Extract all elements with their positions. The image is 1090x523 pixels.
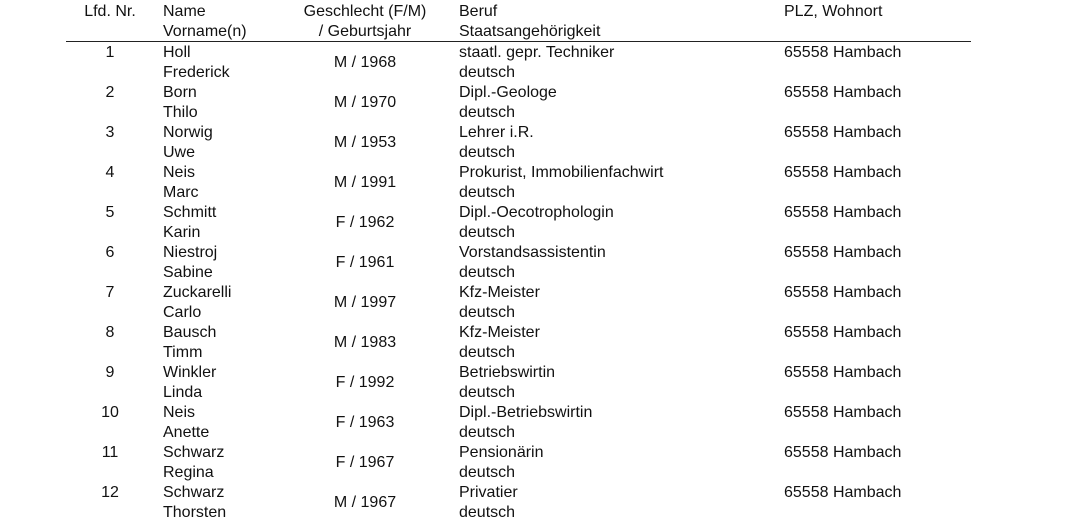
row-number: 2	[105, 84, 115, 101]
row-staatsangehoerigkeit: deutsch	[459, 464, 516, 481]
header-divider	[66, 41, 971, 42]
row-geschlecht-geburtsjahr: M / 1991	[333, 174, 397, 191]
row-geschlecht-geburtsjahr: F / 1967	[335, 454, 395, 471]
row-name: Schwarz	[163, 484, 225, 501]
row-number: 4	[105, 164, 115, 181]
row-geschlecht-geburtsjahr: M / 1970	[333, 94, 397, 111]
row-vorname: Uwe	[163, 144, 196, 161]
header-nr: Lfd. Nr.	[84, 3, 136, 20]
row-number: 7	[105, 284, 115, 301]
header-vorname: Vorname(n)	[163, 23, 247, 40]
row-name: Winkler	[163, 364, 217, 381]
row-geschlecht-geburtsjahr: F / 1992	[335, 374, 395, 391]
row-number: 8	[105, 324, 115, 341]
row-vorname: Thorsten	[163, 504, 227, 521]
row-staatsangehoerigkeit: deutsch	[459, 344, 516, 361]
row-staatsangehoerigkeit: deutsch	[459, 304, 516, 321]
header-geschlecht: Geschlecht (F/M)	[303, 3, 427, 20]
row-staatsangehoerigkeit: deutsch	[459, 104, 516, 121]
row-beruf: Vorstandsassistentin	[459, 244, 606, 261]
row-geschlecht-geburtsjahr: M / 1968	[333, 54, 397, 71]
row-vorname: Karin	[163, 224, 201, 241]
row-geschlecht-geburtsjahr: F / 1962	[335, 214, 395, 231]
row-vorname: Linda	[163, 384, 203, 401]
row-wohnort: 65558 Hambach	[784, 204, 902, 221]
row-beruf: Lehrer i.R.	[459, 124, 534, 141]
row-wohnort: 65558 Hambach	[784, 364, 902, 381]
row-beruf: staatl. gepr. Techniker	[459, 44, 615, 61]
row-geschlecht-geburtsjahr: F / 1961	[335, 254, 395, 271]
row-number: 11	[101, 444, 119, 461]
row-wohnort: 65558 Hambach	[784, 164, 902, 181]
row-name: Bausch	[163, 324, 217, 341]
row-beruf: Pensionärin	[459, 444, 544, 461]
row-staatsangehoerigkeit: deutsch	[459, 384, 516, 401]
row-vorname: Thilo	[163, 104, 198, 121]
row-name: Schmitt	[163, 204, 217, 221]
row-name: Schwarz	[163, 444, 225, 461]
row-wohnort: 65558 Hambach	[784, 404, 902, 421]
row-beruf: Privatier	[459, 484, 518, 501]
row-name: Neis	[163, 164, 196, 181]
row-geschlecht-geburtsjahr: M / 1983	[333, 334, 397, 351]
header-geburtsjahr: / Geburtsjahr	[318, 23, 412, 40]
row-beruf: Prokurist, Immobilienfachwirt	[459, 164, 664, 181]
row-wohnort: 65558 Hambach	[784, 284, 902, 301]
row-name: Norwig	[163, 124, 213, 141]
row-staatsangehoerigkeit: deutsch	[459, 504, 516, 521]
row-wohnort: 65558 Hambach	[784, 124, 902, 141]
row-wohnort: 65558 Hambach	[784, 324, 902, 341]
row-wohnort: 65558 Hambach	[784, 244, 902, 261]
row-name: Born	[163, 84, 197, 101]
row-staatsangehoerigkeit: deutsch	[459, 224, 516, 241]
header-wohnort: PLZ, Wohnort	[784, 3, 883, 20]
row-staatsangehoerigkeit: deutsch	[459, 64, 516, 81]
header-beruf: Beruf	[459, 3, 498, 20]
row-staatsangehoerigkeit: deutsch	[459, 264, 516, 281]
row-wohnort: 65558 Hambach	[784, 44, 902, 61]
row-wohnort: 65558 Hambach	[784, 84, 902, 101]
row-vorname: Timm	[163, 344, 203, 361]
row-staatsangehoerigkeit: deutsch	[459, 144, 516, 161]
row-geschlecht-geburtsjahr: M / 1997	[333, 294, 397, 311]
row-number: 5	[105, 204, 115, 221]
row-vorname: Regina	[163, 464, 214, 481]
row-number: 9	[105, 364, 115, 381]
row-name: Neis	[163, 404, 196, 421]
row-beruf: Betriebswirtin	[459, 364, 556, 381]
row-number: 6	[105, 244, 115, 261]
row-vorname: Anette	[163, 424, 210, 441]
row-vorname: Frederick	[163, 64, 230, 81]
row-geschlecht-geburtsjahr: F / 1963	[335, 414, 395, 431]
row-vorname: Sabine	[163, 264, 213, 281]
row-beruf: Kfz-Meister	[459, 284, 540, 301]
row-wohnort: 65558 Hambach	[784, 444, 902, 461]
row-beruf: Dipl.-Geologe	[459, 84, 557, 101]
row-vorname: Carlo	[163, 304, 202, 321]
row-geschlecht-geburtsjahr: M / 1953	[333, 134, 397, 151]
row-name: Niestroj	[163, 244, 218, 261]
row-number: 12	[101, 484, 119, 501]
row-geschlecht-geburtsjahr: M / 1967	[333, 494, 397, 511]
row-number: 10	[101, 404, 119, 421]
row-number: 1	[105, 44, 115, 61]
row-name: Holl	[163, 44, 191, 61]
row-wohnort: 65558 Hambach	[784, 484, 902, 501]
row-name: Zuckarelli	[163, 284, 232, 301]
row-beruf: Dipl.-Betriebswirtin	[459, 404, 593, 421]
row-staatsangehoerigkeit: deutsch	[459, 424, 516, 441]
header-staatsangehoerigkeit: Staatsangehörigkeit	[459, 23, 601, 40]
row-vorname: Marc	[163, 184, 199, 201]
header-name: Name	[163, 3, 206, 20]
row-staatsangehoerigkeit: deutsch	[459, 184, 516, 201]
row-beruf: Dipl.-Oecotrophologin	[459, 204, 614, 221]
row-beruf: Kfz-Meister	[459, 324, 540, 341]
row-number: 3	[105, 124, 115, 141]
